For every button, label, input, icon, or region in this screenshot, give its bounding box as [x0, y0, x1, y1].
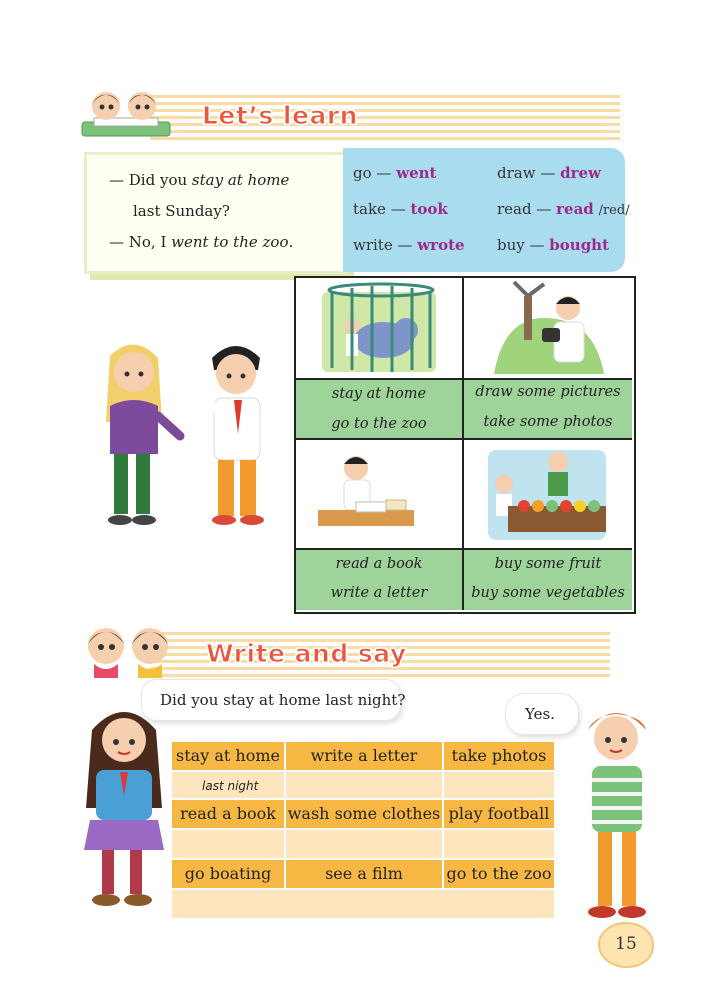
- dialog-card: [84, 152, 348, 274]
- table-cell: go boating: [172, 860, 284, 888]
- boy-illustration: [572, 700, 666, 926]
- verb-pair: draw — drew: [497, 164, 601, 182]
- verb-pair: go — went: [353, 164, 437, 182]
- boy-at-desk-picture: [296, 440, 462, 548]
- phrase-text: buy some fruit: [494, 556, 602, 572]
- page-number-badge: [598, 922, 654, 968]
- verb-past: wrote: [417, 236, 465, 254]
- table-cell: wash some clothes: [286, 800, 442, 828]
- table-cell: stay at home: [172, 742, 284, 770]
- table-cell: take photos: [444, 742, 554, 770]
- phrase-text: go to the zoo: [331, 416, 427, 432]
- question-speech-bubble: [142, 680, 406, 720]
- verb-list-box: [343, 148, 630, 272]
- dialog-italic: stay at home: [191, 171, 290, 189]
- activity-picture-grid: [294, 276, 636, 614]
- answer-text: Yes.: [525, 705, 555, 723]
- verb-past: drew: [560, 164, 601, 182]
- phrase-text: draw some pictures: [475, 384, 621, 400]
- verb-base: write: [353, 236, 393, 254]
- phrase-cell: [464, 550, 632, 610]
- verb-base: buy: [497, 236, 525, 254]
- question-text: Did you stay at home last night?: [160, 691, 406, 709]
- section-title-write-and-say: Write and say: [206, 639, 407, 668]
- answer-cell[interactable]: [444, 772, 554, 798]
- girl-illustration: [78, 700, 172, 914]
- dialog-line-1: — Did you stay at home: [109, 171, 290, 189]
- verb-base: take: [353, 200, 386, 218]
- answer-cell[interactable]: [172, 772, 284, 798]
- dialog-line-2: [133, 202, 230, 220]
- photo-picture-cell: [464, 278, 632, 380]
- table-cell: write a letter: [286, 742, 442, 770]
- table-cell: read a book: [172, 800, 284, 828]
- kids-talking-illustration: [78, 618, 178, 678]
- answer-cell[interactable]: [172, 830, 284, 858]
- windmill-camera-picture: [464, 278, 632, 378]
- desk-picture-cell: [296, 440, 464, 550]
- verb-pair: write — wrote: [353, 236, 465, 254]
- phrase-cell: [464, 380, 632, 440]
- phrase-text: read a book: [335, 556, 423, 572]
- phrase-cell: [296, 380, 464, 440]
- phrase-cell: [296, 550, 464, 610]
- dialog-punct: .: [288, 233, 294, 251]
- dialog-italic: went to the zoo: [171, 233, 289, 251]
- answer-speech-bubble: [506, 694, 578, 734]
- verb-base: draw: [497, 164, 536, 182]
- section-title-lets-learn: Let’s learn: [202, 101, 358, 130]
- page-number: 15: [615, 934, 637, 954]
- dialog-text: No, I: [128, 233, 172, 251]
- boy-and-girl-illustration: [96, 336, 286, 532]
- phrase-text: buy some vegetables: [471, 585, 625, 601]
- answer-cell[interactable]: [444, 830, 554, 858]
- handwritten-answer: last night: [202, 779, 259, 793]
- fruit-market-picture: [464, 440, 632, 548]
- dialog-line-3: — No, I went to the zoo.: [109, 233, 294, 251]
- answer-cell[interactable]: [286, 772, 442, 798]
- verb-base: read: [497, 200, 532, 218]
- verb-phonetic: /red/: [598, 203, 630, 218]
- answer-cell[interactable]: [286, 830, 442, 858]
- market-picture-cell: [464, 440, 632, 550]
- dialog-text: last Sunday?: [133, 202, 230, 220]
- phrase-text: stay at home: [331, 386, 427, 402]
- verb-pair: read — read /red/: [497, 200, 630, 218]
- verb-pair: take — took: [353, 200, 448, 218]
- write-phrase-table: [172, 742, 554, 918]
- table-cell: see a film: [286, 860, 442, 888]
- dialog-text: Did you: [128, 171, 192, 189]
- verb-past: took: [410, 200, 448, 218]
- answer-cell[interactable]: [172, 890, 554, 918]
- verb-past: went: [396, 164, 437, 182]
- verb-base: go: [353, 164, 372, 182]
- verb-past: bought: [549, 236, 610, 254]
- kids-reading-illustration: [80, 86, 172, 140]
- table-cell: go to the zoo: [444, 860, 554, 888]
- phrase-text: write a letter: [330, 585, 428, 601]
- zoo-picture-cell: [296, 278, 464, 380]
- zoo-elephant-picture: [296, 278, 462, 378]
- verb-pair: buy — bought: [497, 236, 610, 254]
- verb-past: read: [556, 200, 594, 218]
- phrase-text: take some photos: [483, 414, 613, 430]
- table-cell: play football: [444, 800, 554, 828]
